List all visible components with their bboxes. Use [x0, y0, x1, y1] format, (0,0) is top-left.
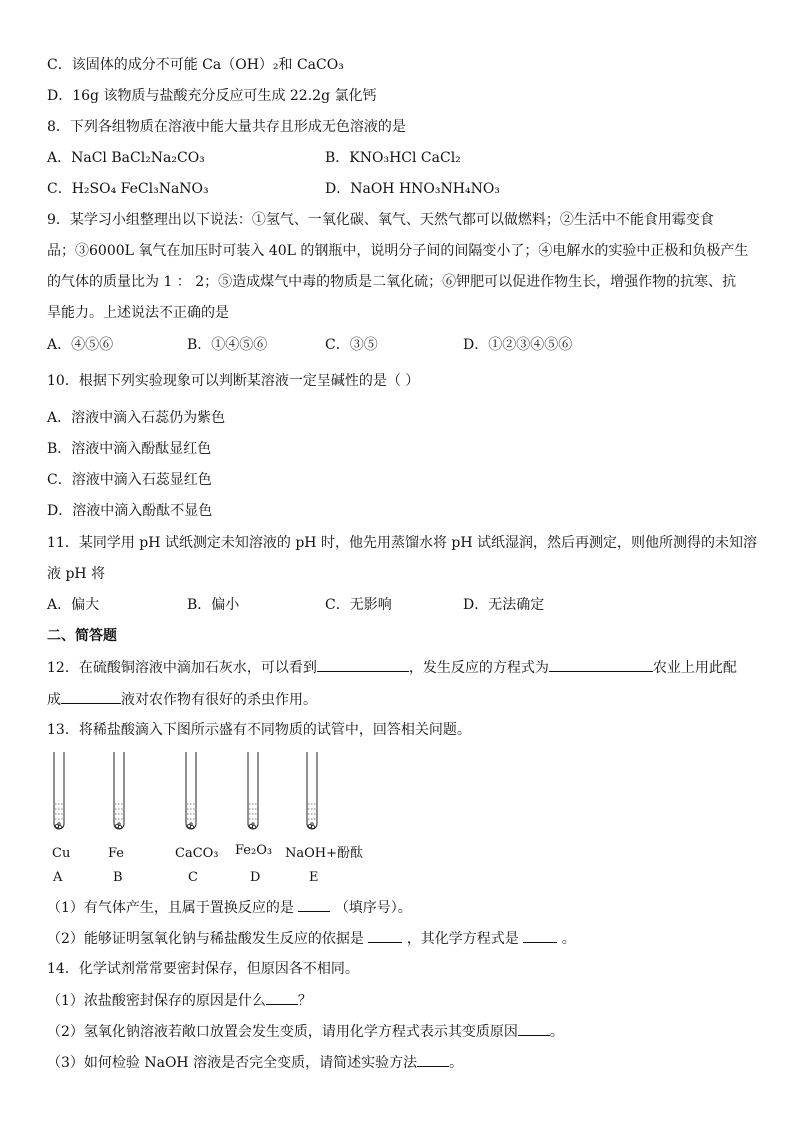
tube-b-letter: B — [113, 870, 123, 885]
q8-stem: 8．下列各组物质在溶液中能大量共存且形成无色溶液的是 — [47, 119, 406, 135]
q12-line-1 — [47, 657, 737, 677]
q12-text-1: 12．在硫酸铜溶液中滴加石灰水，可以看到 — [47, 660, 317, 676]
tube-a-letter: A — [53, 870, 63, 885]
test-tube-a — [53, 752, 65, 832]
q14-sub-2-tail: 。 — [549, 1024, 564, 1040]
q13-sub-2-text: （2）能够证明氢氧化钠与稀盐酸发生反应的依据是 — [47, 931, 364, 947]
q10-option-d: D．溶液中滴入酚酞不显色 — [47, 503, 213, 519]
q7-option-c: C．该固体的成分不可能 Ca（OH）₂和 CaCO₃ — [47, 57, 344, 73]
q10-option-c: C．溶液中滴入石蕊显红色 — [47, 472, 212, 488]
q11-option-b: B．偏小 — [187, 597, 240, 613]
q13-sub-1-text: （1）有气体产生，且属于置换反应的是 — [47, 900, 294, 916]
q9-line-2: 品；③6000L 氧气在加压时可装入 40L 的钢瓶中，说明分子间的间隔变小了；④电解水的实验中正极和负极产生 — [47, 243, 749, 259]
q13-blank-3[interactable] — [523, 928, 557, 943]
q14-sub-1-text: （1）浓盐酸密封保存的原因是什么 — [47, 993, 266, 1009]
test-tube-c — [185, 752, 197, 832]
tube-a-substance: Cu — [52, 846, 71, 861]
q8-option-a: A．NaCl BaCl₂Na₂CO₃ — [47, 150, 205, 166]
q7-option-d: D．16g 该物质与盐酸充分反应可生成 22.2g 氯化钙 — [47, 88, 377, 104]
q14-sub-3-tail: 。 — [449, 1055, 464, 1071]
q11-option-c: C．无影响 — [325, 597, 392, 613]
q8-option-c: C．H₂SO₄ FeCl₃NaNO₃ — [47, 181, 209, 197]
q13-stem: 13．将稀盐酸滴入下图所示盛有不同物质的试管中，回答相关问题。 — [47, 722, 471, 738]
q9-option-c: C．③⑤ — [325, 337, 378, 353]
q13-sub-2 — [47, 928, 576, 948]
q8-option-d: D．NaOH HNO₃NH₄NO₃ — [325, 181, 500, 197]
q11-line-1: 11．某同学用 pH 试纸测定未知溶液的 pH 时，他先用蒸馏水将 pH 试纸湿润，然后再测定，则他所测得的未知溶 — [47, 535, 758, 551]
q9-line-3: 的气体的质量比为 1 ： 2；⑤造成煤气中毒的物质是二氧化硫；⑥钾肥可以促进作物生长，增强作物的抗寒、抗 — [47, 274, 737, 290]
q9-option-a: A．④⑤⑥ — [47, 337, 114, 353]
q12-text-3: 农业上用此配 — [652, 660, 737, 676]
q11-line-2: 液 pH 将 — [47, 566, 106, 582]
test-tube-b — [113, 752, 125, 832]
tube-d-letter: D — [250, 870, 261, 885]
q9-option-d: D．①②③④⑤⑥ — [463, 337, 573, 353]
q14-sub-3-text: （3）如何检验 NaOH 溶液是否完全变质，请简述实验方法 — [47, 1055, 418, 1071]
tube-c-substance: CaCO₃ — [175, 846, 219, 861]
test-tube-e — [306, 752, 318, 832]
q10-stem: 10．根据下列实验现象可以判断某溶液一定呈碱性的是（ ） — [47, 373, 420, 389]
q14-stem: 14．化学试剂常常要密封保存，但原因各不相同。 — [47, 961, 359, 977]
q8-option-b: B．KNO₃HCl CaCl₂ — [325, 150, 461, 166]
q13-blank-1[interactable] — [298, 897, 330, 912]
q12-line-2 — [47, 689, 317, 709]
q14-blank-3[interactable] — [417, 1052, 449, 1067]
q14-sub-2 — [47, 1021, 564, 1041]
q10-option-b: B．溶液中滴入酚酞显红色 — [47, 441, 212, 457]
q12-blank-1[interactable] — [317, 657, 409, 672]
q9-option-b: B．①④⑤⑥ — [187, 337, 268, 353]
q13-sub-1-tail: （填序号）。 — [334, 900, 412, 916]
q12-text-2: ，发生反应的方程式为 — [408, 660, 549, 676]
q11-option-a: A．偏大 — [47, 597, 100, 613]
q10-option-a: A．溶液中滴入石蕊仍为紫色 — [47, 410, 226, 426]
tube-e-letter: E — [309, 870, 319, 885]
q9-line-4: 旱能力。上述说法不正确的是 — [47, 305, 229, 321]
tube-d-substance: Fe₂O₃ — [235, 843, 273, 858]
q14-blank-2[interactable] — [518, 1021, 550, 1036]
q14-sub-1-tail: ？ — [297, 993, 312, 1009]
q14-sub-3 — [47, 1052, 463, 1072]
q13-sub-2-mid: ，其化学方程式是 — [406, 931, 519, 947]
q14-sub-2-text: （2）氢氧化钠溶液若敞口放置会发生变质，请用化学方程式表示其变质原因 — [47, 1024, 518, 1040]
test-tube-d — [247, 752, 259, 832]
q12-blank-2[interactable] — [549, 657, 653, 672]
tube-b-substance: Fe — [108, 846, 125, 861]
q12-text-5: 液对农作物有很好的杀虫作用。 — [121, 692, 317, 708]
q12-blank-3[interactable] — [61, 689, 121, 704]
tube-c-letter: C — [188, 870, 198, 885]
q14-sub-1 — [47, 990, 312, 1010]
q12-text-4: 成 — [47, 692, 61, 708]
q14-blank-1[interactable] — [266, 990, 298, 1005]
tube-e-substance: NaOH+酚酞 — [285, 846, 364, 861]
q13-sub-2-tail: 。 — [561, 931, 576, 947]
q9-line-1: 9．某学习小组整理出以下说法：①氢气、一氧化碳、氧气、天然气都可以做燃料；②生活中不能食用霉变食 — [47, 212, 714, 228]
q11-option-d: D．无法确定 — [463, 597, 545, 613]
q13-blank-2[interactable] — [368, 928, 402, 943]
section-heading: 二、简答题 — [47, 628, 117, 644]
q13-sub-1 — [47, 897, 412, 917]
